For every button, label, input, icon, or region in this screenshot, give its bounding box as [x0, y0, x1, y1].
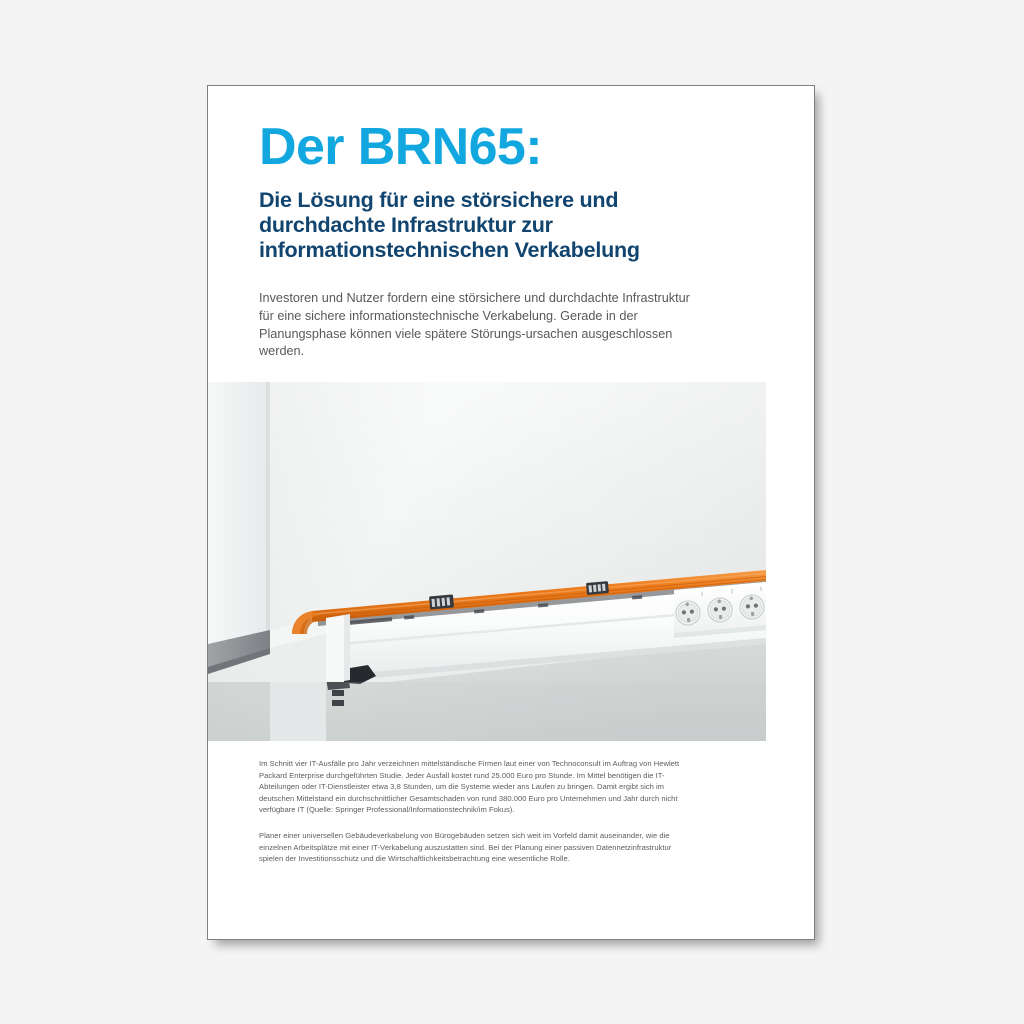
- photo-illustration: [208, 382, 766, 741]
- hero-photo: [208, 382, 766, 741]
- page-subtitle: Die Lösung für eine störsichere und durchdachte Infrastruktur zur informationstechnischen Verkabelung: [259, 188, 640, 262]
- headline-block: [259, 120, 759, 263]
- body-paragraph-2: Planer einer universellen Gebäudeverkabelung von Bürogebäuden setzen sich weit im Vorfeld damit auseinander, wie die einzelnen Arbeitsplätze mit einer IT-Verkabelung auszustatten sind. Bei der Planung einer passiven Datennetzinfrastruktur spielen der Investitionsschutz und die Wirtschaftlichkeitsbetrachtung eine wesentliche Rolle.: [259, 830, 672, 864]
- lede-paragraph: Investoren und Nutzer fordern eine störsichere und durchdachte Infrastruktur für eine sichere informationstechnische Verkabelung. Gerade in der Planungsphase können viele spätere Störungs-ursachen ausgeschlossen werden.: [259, 291, 690, 359]
- body-paragraph-1: Im Schnitt vier IT-Ausfälle pro Jahr verzeichnen mittelständische Firmen laut einer von Technoconsult im Auftrag von Hewlett Packard Enterprise durchgeführten Studie. Jeder Ausfall kostet rund 25.000 Euro pro Stunde. Im Mittel benötigen die IT-Abteilungen oder IT-Dienstleister etwa 3,8 Stunden, um die Systeme wieder ans Laufen zu bringen. Damit ergibt sich im deutschen Mittelstand ein durchschnittlicher Gesamtschaden von rund 380.000 Euro pro Unternehmen und Jahr durch nicht verfügbare IT (Quelle: Springer Professional/Informationstechnik/im Fokus).: [259, 759, 680, 815]
- document-page: [207, 85, 815, 940]
- body-copy: [259, 758, 695, 865]
- page-title: Der BRN65:: [259, 118, 542, 176]
